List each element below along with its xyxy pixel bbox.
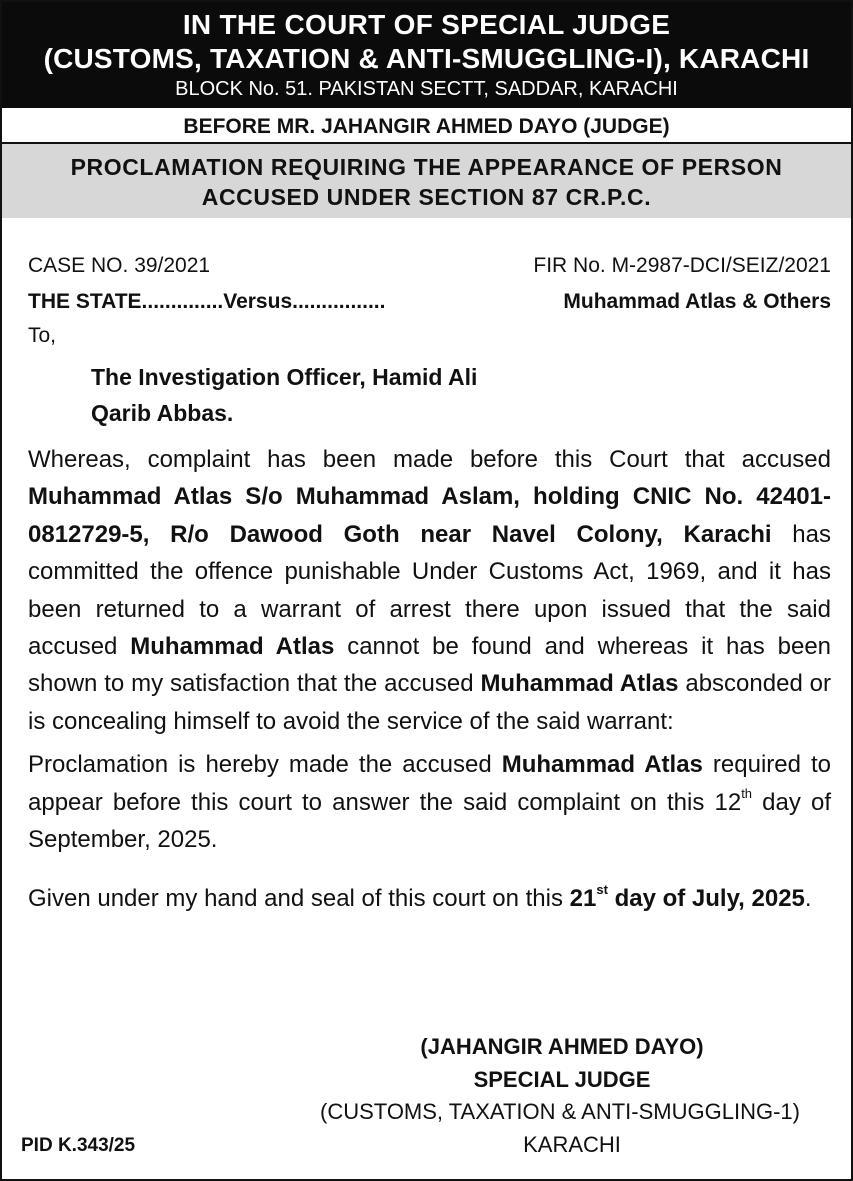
judge-title: SPECIAL JUDGE	[473, 1067, 651, 1092]
case-number: CASE NO. 39/2021	[28, 254, 211, 277]
accused-name: Muhammad Atlas	[501, 751, 703, 779]
presiding-judge: BEFORE MR. JAHANGIR AHMED DAYO (JUDGE)	[2, 108, 851, 144]
addressee-line1: The Investigation Officer, Hamid Ali	[91, 364, 478, 390]
court-name: IN THE COURT OF SPECIAL JUDGE	[182, 9, 671, 40]
para1-text2: has committed the offence punishable Under Customs Act, 1969, and it has been returned to a warrant of arrest there upon issued that the said accused	[28, 520, 831, 661]
fir-number: FIR No. M-2987-DCI/SEIZ/2021	[533, 254, 831, 277]
parties-accused: Muhammad Atlas & Others	[563, 290, 831, 313]
addressee	[91, 359, 831, 431]
para2-text3: day of September, 2025.	[28, 788, 832, 854]
accused-name: Muhammad Atlas	[130, 633, 335, 661]
proclamation-title-line1: PROCLAMATION REQUIRING THE APPEARANCE OF PERSON	[70, 154, 783, 180]
para2-text1: Proclamation is hereby made the accused	[28, 751, 502, 779]
court-address: BLOCK No. 51. PAKISTAN SECTT, SADDAR, KARACHI	[175, 78, 678, 100]
addressee-line2: Qarib Abbas.	[91, 400, 234, 426]
judge-name: (JAHANGIR AHMED DAYO)	[420, 1034, 704, 1059]
ordinal-suffix: th	[741, 785, 753, 801]
ordinal-suffix: st	[596, 882, 608, 898]
parties-row	[28, 287, 831, 317]
complaint-paragraph	[28, 441, 831, 740]
issue-date: day of July, 2025	[607, 885, 805, 913]
para1-text1: Whereas, complaint has been made before this Court that accused	[28, 446, 831, 473]
proclamation-paragraph	[28, 746, 831, 858]
para3-text2: .	[804, 885, 812, 913]
pid-number: PID K.343/25	[21, 1135, 136, 1156]
parties-state-versus: THE STATE..............Versus................	[28, 290, 386, 313]
issue-day: 21	[569, 885, 597, 913]
proclamation-title-line2: ACCUSED UNDER SECTION 87 CR.P.C.	[201, 184, 652, 210]
accused-details: Muhammad Atlas S/o Muhammad Aslam, holding CNIC No. 42401-0812729-5, R/o Dawood Goth near Navel Colony, Karachi	[28, 483, 831, 548]
para1-text4: absconded or is concealing himself to avoid the service of the said warrant:	[28, 670, 832, 735]
para1-text3: cannot be found and whereas it has been shown to my satisfaction that the accused	[28, 633, 832, 698]
para2-text2: required to appear before this court to answer the said complaint on this 12	[28, 751, 832, 816]
para3-text1: Given under my hand and seal of this court on this	[28, 885, 570, 913]
case-reference-row	[28, 251, 831, 281]
accused-name: Muhammad Atlas	[480, 670, 679, 698]
notice-body	[2, 251, 851, 918]
given-under-paragraph	[28, 880, 831, 917]
judge-city: KARACHI	[523, 1132, 621, 1157]
salutation: To,	[28, 324, 57, 347]
court-jurisdiction: (CUSTOMS, TAXATION & ANTI-SMUGGLING-I), KARACHI	[43, 43, 810, 74]
judge-court: (CUSTOMS, TAXATION & ANTI-SMUGGLING-1)	[320, 1099, 800, 1124]
court-header	[2, 2, 851, 108]
proclamation-title	[2, 144, 851, 218]
